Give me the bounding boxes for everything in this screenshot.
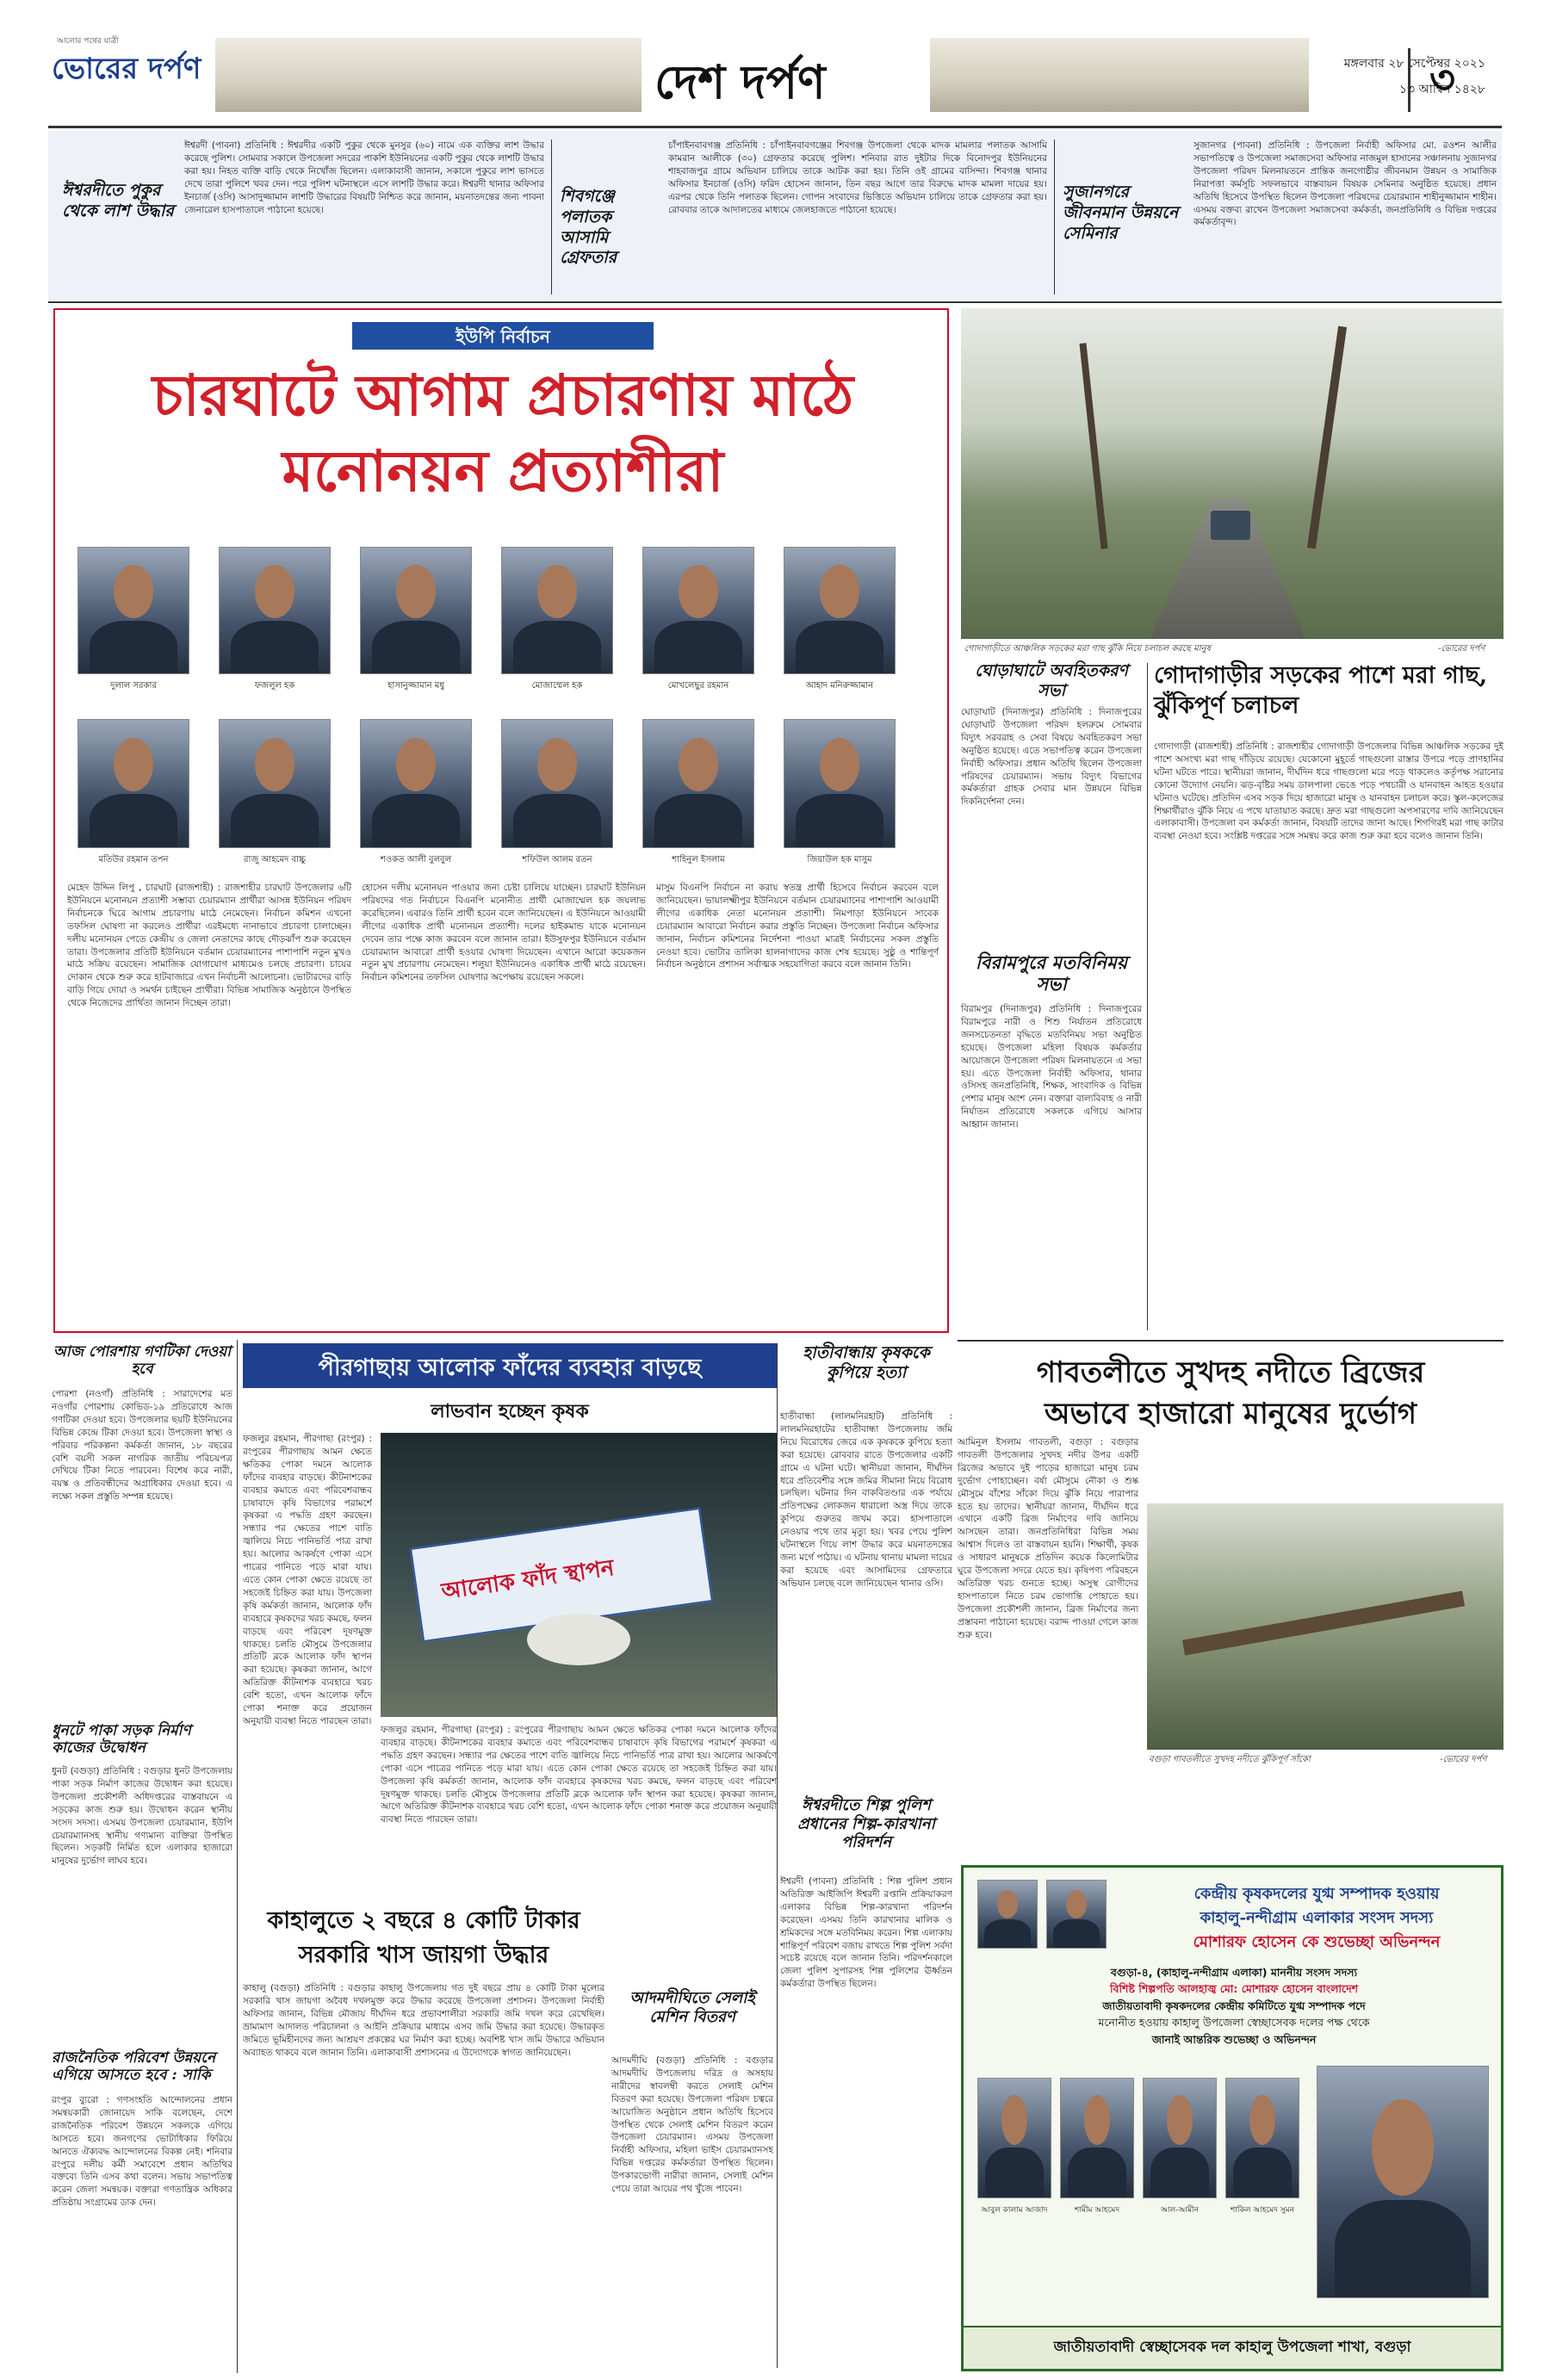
ad-line6: জাতীয়তাবাদী কৃষকদলের কেন্দ্রীয় কমিটিতে যুগ্ম সম্পাদক পদে [1102, 1999, 1366, 2012]
brief-shibganj-title: শিবগঞ্জে পলাতক আসামি গ্রেফতার [560, 187, 617, 268]
kahalu-headline-line1: কাহালুতে ২ বছরে ৪ কোটি টাকার [267, 1907, 580, 1934]
gabtali-photo-credit: -ভোরের দর্পণ [1440, 1755, 1487, 1764]
vehicle [1211, 511, 1250, 540]
adamdighi-story[interactable] [611, 1989, 773, 2368]
supporter-photo [1143, 2078, 1217, 2198]
candidate-name: জিয়াউল হক মাসুম [807, 855, 872, 865]
lead-kicker-text: ইউপি নির্বাচন [456, 326, 550, 347]
road-photo-caption: গোদাগাড়ীতে আঞ্চলিক সড়কের মরা গাছ ঝুঁকি নিয়ে চলাচল করছে মানুষ [964, 644, 1211, 654]
masthead-banner-left [215, 38, 642, 112]
ad-leader-photo [1317, 2066, 1489, 2298]
rajpol-story[interactable] [52, 2049, 232, 2368]
adamdighi-title: আদমদীঘিতে সেলাই মেশিন বিতরণ [629, 1989, 755, 2026]
ad-line8: জানাই আন্তরিক শুভেচ্ছা ও অভিনন্দন [1151, 2032, 1317, 2046]
supporter-name: আবুল কালাম আজাদ [981, 2206, 1048, 2215]
masthead-banner-right [930, 38, 1309, 112]
candidate-name: শফিউল আলম রতন [522, 855, 592, 865]
pirgachha-body-cont: ফজলুর রহমান, পীরগাছা (রংপুর) : রংপুরের পীরগাছায় আমন ক্ষেতে ক্ষতিকর পোকা দমনে আলোক ফাঁদের ব্যবহার বাড়ছে। কীটনাশকের ব্যবহার কমাতে এবং পরিবেশবান্ধব চাষাবাদে কৃষি বিভাগের পরামর্শে কৃষকরা এ পদ্ধতি গ্রহণ করছেন। সন্ধ্যার পর ক্ষেতের পাশে বাতি জ্বালিয়ে নিচে পানিভর্তি পাত্র রাখা হয়। আলোর আকর্ষণে পোকা এসে পাত্রের পানিতে পড়ে মারা যায়। এতে কোন পোকা ক্ষেতে রয়েছে তা সহজেই চিহ্নিত করা যায়। উপজেলা কৃষি কর্মকর্তা জানান, আলোক ফাঁদ ব্যবহারে কৃষকদের খরচ কমছে, ফলন বাড়ছে এবং পরিবেশ দূষণমুক্ত থাকছে। চলতি মৌসুমে উপজেলার প্রতিটি ব্লকে আলোক ফাঁদ স্থাপন করা হয়েছে। কৃষকরা জানান, আগে অতিরিক্ত কীটনাশক ব্যবহারে খরচ বেশি হতো, এখন আলোক ফাঁদে পোকা শনাক্ত করে প্রয়োজন অনুযায়ী ব্যবস্থা নিতে পারছেন তারা। [381, 1725, 777, 1825]
pirgachha-body-more [381, 1724, 777, 1887]
candidate-photo [360, 719, 472, 848]
candidate-name: দুলাল সরকার [110, 681, 157, 691]
candidate-name: রাজু আহমেদ বাচ্চু [244, 855, 306, 865]
gabtali-headline-line2: অভাবে হাজারো মানুষের দুর্ভোগ [1044, 1397, 1417, 1431]
section-title: দেশ দর্পণ [654, 54, 826, 109]
masthead-rule [48, 126, 1502, 128]
logo-text: ভোরের দর্পণ [52, 52, 202, 86]
ishwardi-police-title: ঈশ্বরদীতে শিল্প পুলিশ প্রধানের শিল্প-কারখানা পরিদর্শন [797, 1796, 935, 1852]
godagari-headline: গোদাগাড়ীর সড়কের পাশে মরা গাছ, ঝুঁকিপূর্ণ চলাচল [1154, 662, 1488, 719]
ad-line2: কাহালু-নন্দীগ্রাম এলাকার সংসদ সদস্য [1200, 1909, 1434, 1927]
brief-sujanagar-title: সুজানগরে জীবনমান উন্নয়নে সেমিনার [1063, 183, 1179, 243]
brief-ishwardi-title: ঈশ্বরদীতে পুকুর থেকে লাশ উদ্ধার [62, 181, 174, 220]
candidate-name: শওকত আলী বুলবুল [380, 855, 452, 865]
pirgachha-photo [381, 1433, 777, 1717]
candidate-photo [784, 719, 896, 848]
ad-line1: কেন্দ্রীয় কৃষকদলের যুগ্ম সম্পাদক হওয়ায় [1194, 1885, 1440, 1903]
lead-story[interactable] [53, 308, 949, 1333]
brief-shibganj-body: চাঁপাইনবাবগঞ্জ প্রতিনিধি : চাঁপাইনবাবগঞ্জের শিবগঞ্জ উপজেলা থেকে মাদক মামলার পলাতক আসামি কামরান আলীকে (৩০) গ্রেফতার করেছে পুলিশ। শনিবার রাত দুইটার দিকে বিনোদপুর ইউনিয়নের শাহবাজপুর গ্রামে অভিযান চালিয়ে তাকে আটক করা হয়। তিনি ওই গ্রামের বাসিন্দা। শিবগঞ্জ থানার অফিসার ইনচার্জ (ওসি) ফরিদ হোসেন জানান, তিন বছর আগে তার বিরুদ্ধে মাদক মামলা দায়ের হয়। এরপর থেকে তিনি পলাতক ছিলেন। গোপন সংবাদের ভিত্তিতে অভিযান চালিয়ে তাকে গ্রেফতার করা হয়। রোববার তাকে আদালতের মাধ্যমে জেলহাজতে পাঠানো হয়েছে। [668, 140, 1047, 215]
candidate-photo [219, 547, 331, 674]
logo-tagline: আলোর পথের যাত্রী [57, 37, 119, 46]
road-photo[interactable] [961, 308, 1504, 639]
supporter-name: আল-আমীন [1161, 2206, 1199, 2215]
porsha-story[interactable] [52, 1343, 232, 1714]
ad-supporters-row [977, 2078, 1305, 2284]
candidate-name: ফজলুল হক [254, 681, 295, 691]
candidate-photo [219, 719, 331, 848]
candidate-photo [784, 547, 896, 674]
pirgachha-subhead: লাভবান হচ্ছেন কৃষক [431, 1400, 589, 1422]
newspaper-logo[interactable] [52, 34, 207, 112]
column-divider [777, 1343, 778, 2368]
ad-footer: জাতীয়তাবাদী স্বেচ্ছাসেবক দল কাহালু উপজেলা শাখা, বগুড়া [1053, 2339, 1411, 2356]
dhunot-story[interactable] [52, 1722, 232, 2049]
light-trap-banner-text: আলোক ফাঁদ স্থাপন [439, 1555, 617, 1605]
candidate-photo [642, 547, 754, 674]
brief-divider [551, 139, 552, 294]
pirgachha-headline: পীরগাছায় আলোক ফাঁদের ব্যবহার বাড়ছে [318, 1354, 702, 1381]
water-basin [527, 1614, 630, 1665]
porsha-title: আজ পোরশায় গণটিকা দেওয়া হবে [53, 1343, 232, 1379]
page-number-glyph: ৩ [1429, 56, 1455, 102]
top-briefs-strip [48, 131, 1502, 303]
candidate-photo [78, 547, 189, 674]
gabtali-photo [1147, 1503, 1504, 1750]
dhunot-title: ধুনটে পাকা সড়ক নির্মাণ কাজের উদ্বোধন [52, 1722, 191, 1757]
dead-tree [1307, 326, 1347, 549]
ghoraghat-body: ঘোড়াঘাট (দিনাজপুর) প্রতিনিধি : দিনাজপুরের ঘোড়াঘাট উপজেলা পরিষদ হলরুমে সোমবার বিদ্যুৎ সরবরাহ ও সেবা বিষয়ে অবহিতকরণ সভা অনুষ্ঠিত হয়েছে। এতে সভাপতিত্ব করেন উপজেলা নির্বাহী অফিসার। প্রধান অতিথি ছিলেন উপজেলা পরিষদের চেয়ারম্যান। সভায় বিদ্যুৎ বিভাগের কর্মকর্তারা গ্রাহক সেবার মান উন্নয়নে বিভিন্ন দিকনির্দেশনা দেন। [961, 707, 1142, 808]
candidate-photo [642, 719, 754, 848]
candidate-photo [501, 547, 613, 674]
brief-ishwardi-body: ঈশ্বরদী (পাবনা) প্রতিনিধি : ঈশ্বরদীর একটি পুকুর থেকে মুনসুর (৬০) নামে এক ব্যক্তির লাশ উদ্ধার করেছে পুলিশ। সোমবার সকালে উপজেলা সদরের পাকশি ইউনিয়নের একটি পুকুর থেকে লাশটি উদ্ধার করা হয়। নিহত ব্যক্তি বাড়ি থেকে নিখোঁজ ছিলেন। এলাকাবাসী জানান, সকালে পুকুরে লাশ ভাসতে দেখে তারা পুলিশে খবর দেন। পরে পুলিশ ঘটনাস্থলে এসে লাশটি উদ্ধার করে। ঈশ্বরদী থানার অফিসার ইনচার্জ (ওসি) আসাদুজ্জামান লাশটি উদ্ধারের বিষয়টি নিশ্চিত করে জানান, ময়নাতদন্তের জন্য পাবনা জেনারেল হাসপাতালে পাঠানো হয়েছে। [184, 140, 544, 215]
ghoraghat-title: ঘোড়াঘাটে অবহিতকরণ সভা [975, 661, 1128, 700]
candidate-name: হাসানুজ্জামান মধু [388, 681, 444, 691]
candidate-photo [501, 719, 613, 848]
kahalu-headline-line2: সরকারি খাস জায়গা উদ্ধার [298, 1942, 549, 1968]
brief-divider [1054, 139, 1055, 294]
candidate-name: মোজাম্মেল হক [531, 681, 583, 691]
kahalu-body: কাহালু (বগুড়া) প্রতিনিধি : বগুড়ার কাহালু উপজেলায় গত দুই বছরে প্রায় ৪ কোটি টাকা মূল্যের সরকারি খাস জায়গা অবৈধ দখলমুক্ত করে উদ্ধার করেছে উপজেলা প্রশাসন। উপজেলা নির্বাহী অফিসার জানান, বিভিন্ন মৌজায় দীর্ঘদিন ধরে প্রভাবশালীরা সরকারি জমি দখল করে রেখেছিল। ভ্রাম্যমাণ আদালত পরিচালনা ও আইনি প্রক্রিয়ার মাধ্যমে এসব জমি উদ্ধার করা হয়েছে। উদ্ধারকৃত জমিতে ভূমিহীনদের জন্য আশ্রয়ণ প্রকল্পের ঘর নির্মাণ করা হচ্ছে। অবশিষ্ট খাস জমি উদ্ধারে অভিযান অব্যাহত থাকবে বলে জানান তিনি। এলাকাবাসী প্রশাসনের এ উদ্যোগকে স্বাগত জানিয়েছেন। [243, 1983, 604, 2058]
ishwardi-police-story[interactable] [780, 1796, 952, 2365]
bamboo-bridge [1182, 1590, 1465, 1655]
pirgachha-story[interactable] [243, 1343, 777, 1894]
brief-sujanagar-body: সুজানগর (পাবনা) প্রতিনিধি : উপজেলা নির্বাহী অফিসার মো. রওশন আলীর সভাপতিত্বে ও উপজেলা সমাজসেবা অফিসার নাজমুল হাসানের সঞ্চালনায় সুজানগর উপজেলা পরিষদ মিলনায়তনে প্রান্তিক জনগোষ্ঠীর জীবনমান উন্নয়ন ও সামাজিক নিরাপত্তা কর্মসূচি সফলভাবে বাস্তবায়ন বিষয়ক সেমিনার অনুষ্ঠিত হয়েছে। প্রধান অতিথি হিসেবে উপস্থিত ছিলেন উপজেলা পরিষদের চেয়ারম্যান শাহীনুজ্জামান শাহীন। এসময় বক্তব্য রাখেন উপজেলা সমাজসেবা কর্মকর্তা, জনপ্রতিনিধি ও বিভিন্ন দপ্তরের কর্মকর্তাবৃন্দ। [1194, 140, 1497, 228]
supporter-photo [1060, 2078, 1134, 2198]
hatibandha-title: হাতীবান্ধায় কৃষককে কুপিয়ে হত্যা [803, 1343, 930, 1382]
ad-line4: বগুড়া-৪, (কাহালু-নন্দীগ্রাম এলাকা) মাননীয় সংসদ সদস্য [1110, 1966, 1358, 1979]
dead-tree [1079, 343, 1107, 549]
candidate-name: আহাদ মনিরুজ্জামান [805, 681, 874, 691]
road-photo-credit: -ভোরের দর্পণ [1438, 644, 1485, 654]
godagari-story[interactable] [1154, 661, 1504, 1331]
porsha-body: পোরশা (নওগাঁ) প্রতিনিধি : সারাদেশের মত নওগাঁর পোরশায় কোভিড-১৯ প্রতিরোধে আজ গণটিকা দেওয়া হবে। উপজেলার ছয়টি ইউনিয়নের বিভিন্ন কেন্দ্রে টিকা দেওয়া হবে। উপজেলা স্বাস্থ্য ও পরিবার পরিকল্পনা কর্মকর্তা জানান, ১৮ বছরের বেশি বয়সী সকল নাগরিক জাতীয় পরিচয়পত্র দেখিয়ে টিকা নিতে পারবেন। বিশেষ করে নারী, বয়স্ক ও প্রতিবন্ধীদের অগ্রাধিকার দেওয়া হবে। এ লক্ষ্যে সকল প্রস্তুতি সম্পন্ন হয়েছে। [52, 1389, 232, 1503]
gabtali-photo-caption: বগুড়া গাবতলীতে সুখদহ নদীতে ঝুঁকিপূর্ণ সাঁকো [1149, 1755, 1311, 1764]
greeting-ad[interactable] [961, 1865, 1504, 2371]
ad-leader-photo-small [1046, 1880, 1107, 1949]
date-bangla: ১৩ আশ্বিন ১৪২৮ [1398, 83, 1485, 96]
dhunot-body: ধুনট (বগুড়া) প্রতিনিধি : বগুড়ার ধুনট উপজেলায় পাকা সড়ক নির্মাণ কাজের উদ্বোধন করা হয়েছে। উপজেলা প্রকৌশলী অধিদপ্তরের বাস্তবায়নে এ সড়কের কাজ শুরু হয়। উদ্বোধন করেন স্থানীয় সংসদ সদস্য। এসময় উপজেলা চেয়ারম্যান, ইউপি চেয়ারম্যানসহ স্থানীয় গণ্যমান্য ব্যক্তিরা উপস্থিত ছিলেন। সড়কটি নির্মিত হলে এলাকার হাজারো মানুষের দুর্ভোগ লাঘব হবে। [52, 1766, 232, 1867]
hatibandha-story[interactable] [780, 1343, 952, 1800]
birampur-body: বিরামপুর (দিনাজপুর) প্রতিনিধি : দিনাজপুরের বিরামপুরে নারী ও শিশু নির্যাতন প্রতিরোধে জনসচেতনতা বৃদ্ধিতে মতবিনিময় সভা অনুষ্ঠিত হয়েছে। উপজেলা মহিলা বিষয়ক কর্মকর্তার আয়োজনে উপজেলা পরিষদ মিলনায়তনে এ সভা হয়। এতে উপজেলা নির্বাহী অফিসার, থানার ওসিসহ জনপ্রতিনিধি, শিক্ষক, সাংবাদিক ও বিভিন্ন পেশার মানুষ অংশ নেন। বক্তারা বাল্যবিবাহ ও নারী নির্যাতন প্রতিরোধে সকলকে এগিয়ে আসার আহ্বান জানান। [961, 1004, 1142, 1131]
candidate-name: মতিউর রহমান তপন [98, 855, 169, 865]
date-english: মঙ্গলবার ২৮ সেপ্টেম্বর ২০২১ [1343, 57, 1485, 71]
ad-line3: মোশারফ হোসেন কে শুভেচ্ছা অভিনন্দন [1193, 1933, 1441, 1951]
adamdighi-body: আদমদীঘি (বগুড়া) প্রতিনিধি : বগুড়ার আদমদীঘি উপজেলায় দরিদ্র ও অসহায় নারীদের স্বাবলম্বী করতে সেলাই মেশিন বিতরণ করা হয়েছে। উপজেলা পরিষদ চত্বরে আয়োজিত অনুষ্ঠানে প্রধান অতিথি হিসেবে উপস্থিত থেকে সেলাই মেশিন বিতরণ করেন উপজেলা চেয়ারম্যান। এসময় উপজেলা নির্বাহী অফিসার, মহিলা ভাইস চেয়ারম্যানসহ বিভিন্ন দপ্তরের কর্মকর্তারা উপস্থিত ছিলেন। উপকারভোগী নারীরা জানান, সেলাই মেশিন পেয়ে তারা আয়ের পথ খুঁজে পাবেন। [611, 2055, 773, 2195]
candidate-row-1 [64, 547, 942, 710]
lead-body-col-1: মেহেদ উদ্দিন লিপু , চারঘাট (রাজশাহী) : রাজশাহীর চারঘাট উপজেলার ৬টি ইউনিয়নে মনোনয়ন প্রত্যাশী সম্ভাব্য চেয়ারম্যান প্রার্থীরা আসন্ন ইউনিয়ন পরিষদ নির্বাচনকে ঘিরে আগাম প্রচারণায় মাঠে নেমেছেন। নির্বাচন কমিশন এখনো তফসিল ঘোষণা না করলেও প্রার্থীরা এরইমধ্যে নানাভাবে প্রচারণা চালাচ্ছেন। দলীয় মনোনয়ন পেতে কেন্দ্রীয় ও জেলা নেতাদের কাছে দৌড়ঝাঁপ শুরু করেছেন তারা। উপজেলার প্রতিটি ইউনিয়নে বর্তমান চেয়ারম্যানের পাশাপাশি নতুন মুখও মাঠে সক্রিয় রয়েছেন। সামাজিক যোগাযোগ মাধ্যমেও চলছে প্রচারণা। চায়ের দোকান থেকে শুরু করে হাটবাজারে এখন নির্বাচনী আলোচনা। ভোটারদের বাড়ি বাড়ি গিয়ে দোয়া ও সমর্থন চাইছেন প্রার্থীরা। বিভিন্ন সামাজিক অনুষ্ঠানে উপস্থিত থেকে নিজেদের প্রার্থিতা জানান দিচ্ছেন তারা। [67, 883, 351, 1009]
supporter-photo [1225, 2078, 1299, 2198]
gabtali-story[interactable] [958, 1340, 1504, 1856]
lead-headline-line2: মনোনয়ন প্রত্যাশীরা [282, 437, 724, 505]
hatibandha-body: হাতীবান্ধা (লালমনিরহাট) প্রতিনিধি : লালমনিরহাটের হাতীবান্ধা উপজেলায় জমি নিয়ে বিরোধের জেরে এক কৃষককে কুপিয়ে হত্যা করা হয়েছে। রোববার রাতে উপজেলার একটি গ্রামে এ ঘটনা ঘটে। স্থানীয়রা জানান, দীর্ঘদিন ধরে প্রতিবেশীর সঙ্গে জমির সীমানা নিয়ে বিরোধ চলছিল। ঘটনার দিন বাকবিতণ্ডার এক পর্যায়ে প্রতিপক্ষের লোকজন ধারালো অস্ত্র দিয়ে তাকে কুপিয়ে গুরুতর জখম করে। হাসপাতালে নেওয়ার পথে তার মৃত্যু হয়। খবর পেয়ে পুলিশ ঘটনাস্থলে গিয়ে লাশ উদ্ধার করে ময়নাতদন্তের জন্য মর্গে পাঠায়। এ ঘটনায় থানায় মামলা দায়ের করা হয়েছে এবং আসামিদের গ্রেফতারে অভিযান চলছে বলে জানিয়েছেন থানার ওসি। [780, 1411, 952, 1589]
gabtali-headline-line1: গাবতলীতে সুখদহ নদীতে ব্রিজের [1036, 1355, 1425, 1390]
masthead [0, 0, 1550, 127]
lead-body-col-3: মাসুম বিএনপি নির্বাচন না করায় স্বতন্ত্র প্রার্থী হিসেবে নির্বাচন করবেন বলে জানিয়েছেন। ভায়ালক্ষ্মীপুর ইউনিয়নে বর্তমান চেয়ারম্যানের পাশাপাশি আওয়ামী লীগের একাধিক নেতা মনোনয়ন প্রত্যাশী। নিমপাড়া ইউনিয়নে সাবেক চেয়ারম্যান আবারো নির্বাচন করার প্রস্তুতি নিচ্ছেন। উপজেলা নির্বাচন অফিসার জানান, নির্বাচন কমিশনের নির্দেশনা পাওয়া মাত্রই নির্বাচনের সকল প্রস্তুতি নেওয়া হবে। ভোটার তালিকা হালনাগাদের কাজ শেষ হয়েছে। সুষ্ঠু ও শান্তিপূর্ণ নির্বাচন অনুষ্ঠানে প্রশাসন সর্বাত্মক সহযোগিতা করবে বলে জানান তিনি। [656, 883, 939, 970]
candidate-name: মোখলেছুর রহমান [667, 681, 729, 691]
supporter-photo [977, 2078, 1051, 2198]
ad-leader-photo-small [977, 1880, 1038, 1949]
candidate-name: শাহিনুল ইসলাম [672, 855, 725, 865]
candidate-photo [360, 547, 472, 674]
kahalu-story[interactable] [243, 1903, 604, 2368]
ad-line5: বিশিষ্ট শিল্পপতি আলহাজ্ব মো: মোশারফ হোসেন বাংলাদেশ [1109, 1982, 1359, 1996]
rajpol-body: রংপুর ব্যুরো : গণসংহতি আন্দোলনের প্রধান সমন্বয়কারী জোনায়েদ সাকি বলেছেন, দেশে রাজনৈতিক পরিবেশ উন্নয়নে সকলকে এগিয়ে আসতে হবে। জনগণের ভোটাধিকার ফিরিয়ে আনতে ঐক্যবদ্ধ আন্দোলনের বিকল্প নেই। শনিবার রংপুরে দলীয় কর্মী সমাবেশে প্রধান অতিথির বক্তব্যে তিনি এসব কথা বলেন। সভায় সভাপতিত্ব করেন জেলা সমন্বয়ক। বক্তারা গণতান্ত্রিক অধিকার প্রতিষ্ঠায় সংগ্রামের ডাক দেন। [52, 2095, 232, 2209]
gabtali-body: আমিনুল ইসলাম গাবতলী, বগুড়া : বগুড়ার গাবতলী উপজেলার সুখদহ নদীর উপর একটি ব্রিজের অভাবে দুই পাড়ের হাজারো মানুষ চরম দুর্ভোগ পোহাচ্ছেন। বর্ষা মৌসুমে নৌকা ও শুষ্ক মৌসুমে বাঁশের সাঁকো দিয়ে ঝুঁকি নিয়ে পারাপার হতে হয় তাদের। স্থানীয়রা জানান, দীর্ঘদিন ধরে এখানে একটি ব্রিজ নির্মাণের দাবি জানিয়ে আসছেন তারা। জনপ্রতিনিধিরা বিভিন্ন সময় আশ্বাস দিলেও তা বাস্তবায়ন হয়নি। শিক্ষার্থী, কৃষক ও সাধারণ মানুষকে প্রতিদিন কয়েক কিলোমিটার ঘুরে উপজেলা সদরে যেতে হয়। কৃষিপণ্য পরিবহনে অতিরিক্ত খরচ গুনতে হচ্ছে। অসুস্থ রোগীদের হাসপাতালে নিতে চরম ভোগান্তি পোহাতে হয়। উপজেলা প্রকৌশলী জানান, ব্রিজ নির্মাণের জন্য প্রস্তাবনা পাঠানো হয়েছে। বরাদ্দ পাওয়া গেলে কাজ শুরু হবে। [958, 1437, 1138, 1640]
supporter-name: শামীম আহমেদ [1075, 2206, 1119, 2215]
lead-body-col-2: হোসেন দলীয় মনোনয়ন পাওয়ার জন্য চেষ্টা চালিয়ে যাচ্ছেন। চারঘাট ইউনিয়ন পরিষদের গত নির্বাচনে বিএনপি মনোনীত প্রার্থী মোজাম্মেল হক জয়লাভ করেছিলেন। এবারও তিনি প্রার্থী হবেন বলে জানিয়েছেন। এ ইউনিয়নে আওয়ামী লীগের একাধিক প্রার্থী মনোনয়ন প্রত্যাশী। দলের হাইকমান্ড যাকে মনোনয়ন দেবেন তার পক্ষে কাজ করবেন বলে জানান তারা। ইউসুফপুর ইউনিয়নে বর্তমান চেয়ারম্যান আবারো প্রার্থী হওয়ার ঘোষণা দিয়েছেন। এখানে আরো কয়েকজন নতুন মুখ প্রচারণায় নেমেছেন। শলুয়া ইউনিয়নেও একাধিক প্রার্থী মাঠে রয়েছেন। নির্বাচন কমিশনের তফসিল ঘোষণার অপেক্ষায় রয়েছেন সকলে। [362, 883, 646, 983]
lead-headline-line1: চারঘাটে আগাম প্রচারণায় মাঠে [152, 362, 854, 429]
supporter-name: শাকিল আহমেদ সুমন [1230, 2206, 1295, 2215]
pirgachha-body: ফজলুর রহমান, পীরগাছা (রংপুর) : রংপুরের পীরগাছায় আমন ক্ষেতে ক্ষতিকর পোকা দমনে আলোক ফাঁদের ব্যবহার বাড়ছে। কীটনাশকের ব্যবহার কমাতে এবং পরিবেশবান্ধব চাষাবাদে কৃষি বিভাগের পরামর্শে কৃষকরা এ পদ্ধতি গ্রহণ করছেন। সন্ধ্যার পর ক্ষেতের পাশে বাতি জ্বালিয়ে নিচে পানিভর্তি পাত্র রাখা হয়। আলোর আকর্ষণে পোকা এসে পাত্রের পানিতে পড়ে মারা যায়। এতে কোন পোকা ক্ষেতে রয়েছে তা সহজেই চিহ্নিত করা যায়। উপজেলা কৃষি কর্মকর্তা জানান, আলোক ফাঁদ ব্যবহারে কৃষকদের খরচ কমছে, ফলন বাড়ছে এবং পরিবেশ দূষণমুক্ত থাকছে। চলতি মৌসুমে উপজেলার প্রতিটি ব্লকে আলোক ফাঁদ স্থাপন করা হয়েছে। কৃষকরা জানান, আগে অতিরিক্ত কীটনাশক ব্যবহারে খরচ বেশি হতো, এখন আলোক ফাঁদে পোকা শনাক্ত করে প্রয়োজন অনুযায়ী ব্যবস্থা নিতে পারছেন তারা। [243, 1434, 372, 1726]
rajpol-title: রাজনৈতিক পরিবেশ উন্নয়নে এগিয়ে আসতে হবে : সাকি [52, 2049, 216, 2085]
ad-line7: মনোনীত হওয়ায় কাহালু উপজেলা স্বেচ্ছাসেবক দলের পক্ষ থেকে [1098, 2016, 1370, 2030]
ishwardi-police-body: ঈশ্বরদী (পাবনা) প্রতিনিধি : শিল্প পুলিশ প্রধান অতিরিক্ত আইজিপি ঈশ্বরদী রপ্তানি প্রক্রিয়াকরণ এলাকার বিভিন্ন শিল্প-কারখানা পরিদর্শন করেছেন। এসময় তিনি কারখানার মালিক ও শ্রমিকদের সঙ্গে মতবিনিময় করেন। শিল্প এলাকায় শান্তিপূর্ণ পরিবেশ বজায় রাখতে শিল্প পুলিশ সর্বদা সচেষ্ট রয়েছে বলে জানান তিনি। পরিদর্শনকালে জেলা পুলিশ সুপারসহ শিল্প পুলিশের ঊর্ধ্বতন কর্মকর্তারা উপস্থিত ছিলেন। [780, 1876, 952, 1990]
godagari-body: গোদাগাড়ী (রাজশাহী) প্রতিনিধি : রাজশাহীর গোদাগাড়ী উপজেলার বিভিন্ন আঞ্চলিক সড়কের দুই পাশে অসংখ্য মরা গাছ দাঁড়িয়ে রয়েছে। যেকোনো মুহূর্তে গাছগুলো রাস্তার উপরে পড়ে প্রাণহানির ঘটনা ঘটতে পারে। স্থানীয়রা জানান, দীর্ঘদিন ধরে গাছগুলো মরে পড়ে থাকলেও কর্তৃপক্ষ সরানোর কোনো উদ্যোগ নেয়নি। ঝড়-বৃষ্টির সময় ডালপালা ভেঙে পড়ে পথচারী ও যানবাহন আহত হওয়ার ঘটনাও ঘটেছে। প্রতিদিন এসব সড়ক দিয়ে হাজারো মানুষ ও যানবাহন চলাচল করে। স্কুল-কলেজের শিক্ষার্থীরাও ঝুঁকি নিয়ে এ পথে যাতায়াত করছে। দ্রুত মরা গাছগুলো অপসারণের দাবি জানিয়েছেন এলাকাবাসী। উপজেলা বন কর্মকর্তা জানান, বিষয়টি তাদের জানা আছে। শিগগিরই মরা গাছ কাটার ব্যবস্থা নেওয়া হবে। সংশ্লিষ্ট দপ্তরের সঙ্গে সমন্বয় করে কাজ শুরু করা হবে বলেও জানান তিনি। [1154, 741, 1504, 842]
candidate-photo [78, 719, 189, 848]
column-divider [1147, 663, 1148, 1330]
birampur-story[interactable] [961, 951, 1142, 1330]
candidate-row-2 [64, 719, 942, 883]
ad-text-block [977, 1964, 1491, 2048]
birampur-title: বিরামপুরে মতবিনিময় সভা [975, 951, 1128, 995]
